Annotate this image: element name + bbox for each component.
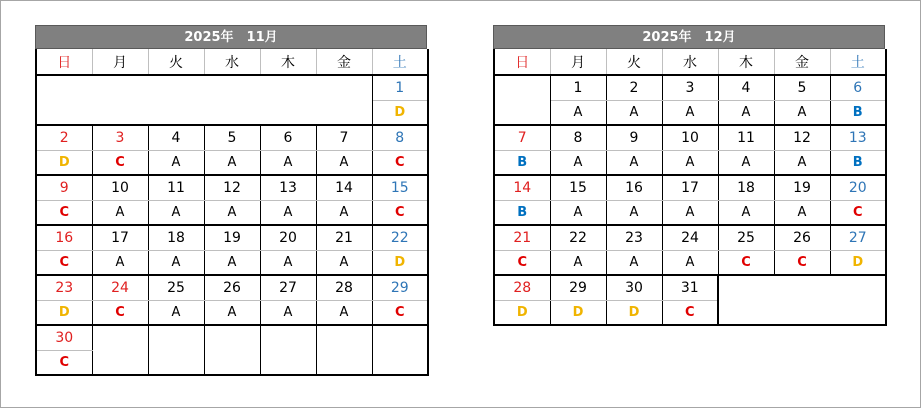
- shift-code[interactable]: B: [494, 150, 550, 175]
- weekday-header: 火: [148, 49, 204, 75]
- shift-code[interactable]: A: [550, 200, 606, 225]
- shift-code[interactable]: D: [550, 300, 606, 325]
- day-number[interactable]: 8: [372, 125, 428, 150]
- shift-code[interactable]: C: [372, 150, 428, 175]
- shift-code[interactable]: A: [204, 300, 260, 325]
- empty-cell: [204, 325, 260, 375]
- day-number[interactable]: 3: [92, 125, 148, 150]
- shift-code[interactable]: A: [260, 250, 316, 275]
- shift-code[interactable]: A: [662, 150, 718, 175]
- day-number[interactable]: 5: [774, 75, 830, 100]
- day-number[interactable]: 11: [718, 125, 774, 150]
- shift-code[interactable]: A: [550, 150, 606, 175]
- calendar-november: [35, 25, 429, 376]
- shift-code[interactable]: B: [494, 200, 550, 225]
- shift-code[interactable]: C: [36, 200, 92, 225]
- shift-code[interactable]: A: [606, 250, 662, 275]
- shift-code[interactable]: D: [830, 250, 886, 275]
- calendar-grid-november: [35, 49, 429, 376]
- day-number[interactable]: 20: [830, 175, 886, 200]
- day-number[interactable]: 10: [662, 125, 718, 150]
- shift-code[interactable]: B: [830, 150, 886, 175]
- weekday-header: 日: [36, 49, 92, 75]
- day-number[interactable]: 28: [494, 275, 550, 300]
- day-number[interactable]: 21: [494, 225, 550, 250]
- empty-cell: [260, 325, 316, 375]
- empty-cell: [718, 275, 774, 325]
- shift-code[interactable]: D: [372, 250, 428, 275]
- day-number[interactable]: 19: [774, 175, 830, 200]
- day-number[interactable]: 14: [494, 175, 550, 200]
- weekday-header: 日: [494, 49, 550, 75]
- day-number[interactable]: 13: [830, 125, 886, 150]
- day-number[interactable]: 17: [662, 175, 718, 200]
- day-number[interactable]: 17: [92, 225, 148, 250]
- weekday-header: 金: [316, 49, 372, 75]
- day-number[interactable]: 4: [148, 125, 204, 150]
- day-number[interactable]: 22: [550, 225, 606, 250]
- shift-code[interactable]: C: [372, 200, 428, 225]
- day-number[interactable]: 7: [316, 125, 372, 150]
- shift-code[interactable]: A: [774, 150, 830, 175]
- shift-code[interactable]: A: [316, 250, 372, 275]
- day-number[interactable]: 29: [372, 275, 428, 300]
- shift-code[interactable]: D: [36, 150, 92, 175]
- shift-code[interactable]: A: [718, 100, 774, 125]
- day-number[interactable]: 12: [204, 175, 260, 200]
- day-number[interactable]: 31: [662, 275, 718, 300]
- empty-cell: [92, 325, 148, 375]
- day-number[interactable]: 8: [550, 125, 606, 150]
- day-number[interactable]: 3: [662, 75, 718, 100]
- empty-cell: [36, 75, 372, 125]
- day-number[interactable]: 10: [92, 175, 148, 200]
- day-number[interactable]: 30: [606, 275, 662, 300]
- shift-code[interactable]: A: [606, 200, 662, 225]
- day-number[interactable]: 24: [92, 275, 148, 300]
- weekday-header: 月: [550, 49, 606, 75]
- day-number[interactable]: 23: [36, 275, 92, 300]
- shift-code[interactable]: A: [204, 150, 260, 175]
- calendar-title-december: 2025年 12月: [493, 25, 885, 49]
- day-number[interactable]: 12: [774, 125, 830, 150]
- day-number[interactable]: 25: [148, 275, 204, 300]
- day-number[interactable]: 18: [718, 175, 774, 200]
- shift-code[interactable]: A: [148, 300, 204, 325]
- shift-code[interactable]: A: [148, 150, 204, 175]
- shift-code[interactable]: A: [662, 250, 718, 275]
- day-number[interactable]: 30: [36, 325, 92, 350]
- shift-code[interactable]: D: [36, 300, 92, 325]
- shift-code[interactable]: A: [316, 150, 372, 175]
- day-number[interactable]: 6: [830, 75, 886, 100]
- empty-cell: [148, 325, 204, 375]
- day-number[interactable]: 1: [550, 75, 606, 100]
- empty-cell: [372, 325, 428, 375]
- shift-code[interactable]: C: [92, 150, 148, 175]
- day-number[interactable]: 21: [316, 225, 372, 250]
- day-number[interactable]: 9: [606, 125, 662, 150]
- day-number[interactable]: 4: [718, 75, 774, 100]
- shift-code[interactable]: C: [36, 350, 92, 375]
- day-number[interactable]: 16: [606, 175, 662, 200]
- day-number[interactable]: 1: [372, 75, 428, 100]
- weekday-header: 火: [606, 49, 662, 75]
- shift-code[interactable]: A: [718, 150, 774, 175]
- day-number[interactable]: 27: [260, 275, 316, 300]
- shift-code[interactable]: C: [92, 300, 148, 325]
- shift-code[interactable]: A: [550, 100, 606, 125]
- calendar-december: [493, 25, 887, 326]
- shift-code[interactable]: B: [830, 100, 886, 125]
- day-number[interactable]: 25: [718, 225, 774, 250]
- shift-code[interactable]: A: [92, 200, 148, 225]
- day-number[interactable]: 18: [148, 225, 204, 250]
- shift-code[interactable]: C: [774, 250, 830, 275]
- day-number[interactable]: 15: [372, 175, 428, 200]
- weekday-header: 土: [372, 49, 428, 75]
- empty-cell: [774, 275, 830, 325]
- day-number[interactable]: 2: [36, 125, 92, 150]
- empty-cell: [494, 75, 550, 125]
- shift-code[interactable]: A: [204, 200, 260, 225]
- weekday-header: 月: [92, 49, 148, 75]
- weekday-header: 木: [260, 49, 316, 75]
- calendar-grid-december: [493, 49, 887, 326]
- shift-code[interactable]: A: [316, 200, 372, 225]
- shift-code[interactable]: A: [606, 150, 662, 175]
- weekday-header: 木: [718, 49, 774, 75]
- day-number[interactable]: 13: [260, 175, 316, 200]
- shift-code[interactable]: A: [260, 200, 316, 225]
- shift-code[interactable]: C: [830, 200, 886, 225]
- empty-cell: [316, 325, 372, 375]
- empty-cell: [830, 275, 886, 325]
- day-number[interactable]: 2: [606, 75, 662, 100]
- shift-code[interactable]: D: [494, 300, 550, 325]
- shift-code[interactable]: A: [92, 250, 148, 275]
- shift-code[interactable]: C: [662, 300, 718, 325]
- day-number[interactable]: 19: [204, 225, 260, 250]
- day-number[interactable]: 27: [830, 225, 886, 250]
- weekday-header: 水: [204, 49, 260, 75]
- day-number[interactable]: 22: [372, 225, 428, 250]
- shift-code[interactable]: D: [372, 100, 428, 125]
- day-number[interactable]: 5: [204, 125, 260, 150]
- shift-code[interactable]: A: [774, 100, 830, 125]
- shift-code[interactable]: A: [260, 300, 316, 325]
- shift-code[interactable]: A: [662, 200, 718, 225]
- shift-code[interactable]: A: [148, 250, 204, 275]
- shift-code[interactable]: C: [372, 300, 428, 325]
- shift-code[interactable]: C: [36, 250, 92, 275]
- shift-code[interactable]: A: [606, 100, 662, 125]
- shift-code[interactable]: A: [148, 200, 204, 225]
- shift-code[interactable]: A: [774, 200, 830, 225]
- day-number[interactable]: 28: [316, 275, 372, 300]
- shift-code[interactable]: A: [550, 250, 606, 275]
- shift-code[interactable]: A: [662, 100, 718, 125]
- shift-code[interactable]: A: [204, 250, 260, 275]
- day-number[interactable]: 7: [494, 125, 550, 150]
- day-number[interactable]: 24: [662, 225, 718, 250]
- day-number[interactable]: 6: [260, 125, 316, 150]
- day-number[interactable]: 29: [550, 275, 606, 300]
- weekday-header: 水: [662, 49, 718, 75]
- shift-code[interactable]: C: [718, 250, 774, 275]
- day-number[interactable]: 15: [550, 175, 606, 200]
- day-number[interactable]: 26: [774, 225, 830, 250]
- day-number[interactable]: 23: [606, 225, 662, 250]
- day-number[interactable]: 14: [316, 175, 372, 200]
- shift-code[interactable]: A: [316, 300, 372, 325]
- shift-code[interactable]: D: [606, 300, 662, 325]
- day-number[interactable]: 20: [260, 225, 316, 250]
- day-number[interactable]: 9: [36, 175, 92, 200]
- weekday-header: 金: [774, 49, 830, 75]
- calendar-title-november: 2025年 11月: [35, 25, 427, 49]
- weekday-header: 土: [830, 49, 886, 75]
- day-number[interactable]: 16: [36, 225, 92, 250]
- day-number[interactable]: 26: [204, 275, 260, 300]
- day-number[interactable]: 11: [148, 175, 204, 200]
- shift-code[interactable]: C: [494, 250, 550, 275]
- shift-code[interactable]: A: [260, 150, 316, 175]
- shift-code[interactable]: A: [718, 200, 774, 225]
